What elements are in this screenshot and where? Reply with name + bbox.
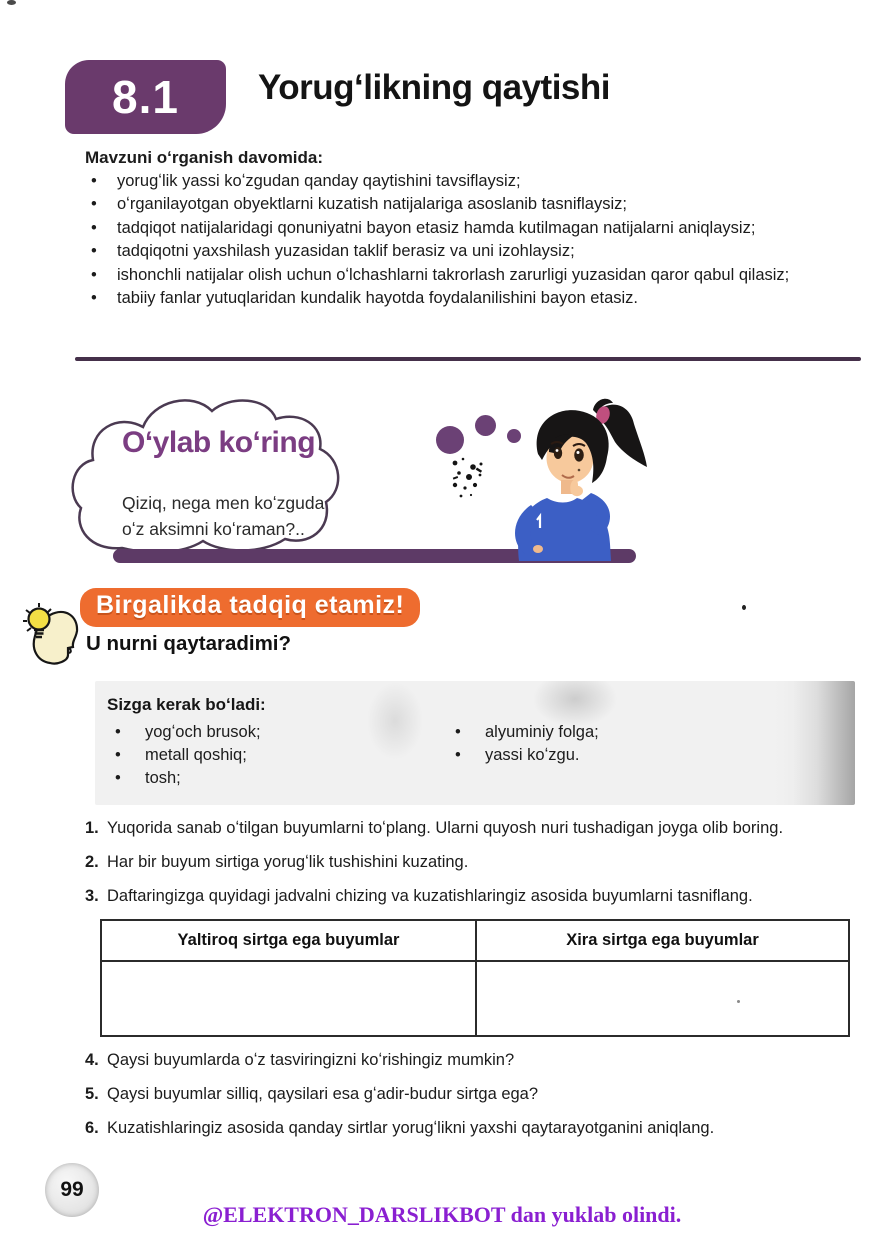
list-item: • yassi koʻzgu. [453,744,599,767]
bullet-icon: • [91,289,97,307]
list-item: • tosh; [113,767,261,790]
bullet-icon: • [91,218,97,237]
list-item: • tadqiqot natijalaridagi qonuniyatni bayon etasiz hamda kutilmagan natijalarni aniqlaysiz; [85,217,795,241]
bullet-icon: • [115,723,121,741]
materials-heading: Sizga kerak boʻladi: [107,695,266,714]
activity-heading: U nurni qaytaradimi? [86,632,292,655]
table-header-cell: Xira sirtga ega buyumlar [475,921,848,962]
lightbulb-head-icon [22,602,82,670]
bullet-icon: • [115,746,121,764]
list-item: • oʻrganilayotgan obyektlarni kuzatish natijalariga asoslanib tasniflaysiz; [85,193,795,217]
scan-speck [7,0,16,5]
think-question: Qiziq, nega men koʻzguda oʻz aksimni koʻraman?.. [122,493,325,539]
list-item: • alyuminiy folga; [453,721,599,744]
table-header-cell: Yaltiroq sirtga ega buyumlar [102,921,475,962]
lesson-number: 8.1 [112,71,179,123]
bullet-icon: • [91,195,97,213]
list-item: • yogʻoch brusok; [113,721,261,744]
bullet-icon: • [91,265,97,284]
step-item: 3. Daftaringizga quyidagi jadvalni chizing va kuzatishlaringiz asosida buyumlarni tasniflang. [85,887,753,905]
bullet-icon: • [455,723,461,741]
section-divider [75,357,861,361]
thought-dot-medium [475,415,496,436]
questions-list [85,1049,865,1151]
footer-watermark: @ELEKTRON_DARSLIKBOT dan yuklab olindi. [202,1202,682,1227]
question-item: 4. Qaysi buyumlarda oʻz tasviringizni koʻrishingiz mumkin? [85,1051,515,1069]
bullet-icon: • [455,746,461,764]
materials-list-left [113,721,261,790]
question-item: 5. Qaysi buyumlar silliq, qaysilari esa gʻadir-budur sirtga ega? [85,1085,539,1103]
objectives-section [85,146,795,311]
table-header-row [102,921,848,962]
table-cell-empty [475,962,848,1035]
think-bubble [70,390,415,563]
bullet-icon: • [91,171,97,190]
think-title: Oʻylab koʻring [122,426,316,459]
thinking-girl-illustration [513,394,648,564]
observation-table [100,919,850,1037]
list-item: • ishonchli natijalar olish uchun oʻlchashlarni takrorlash zarurligi yuzasidan qaror qabul qilasiz; [85,264,795,288]
ink-smudge [447,455,493,501]
question-item: 6. Kuzatishlaringiz asosida qanday sirtlar yorugʻlikni yaxshi qaytarayotganini aniqlang. [85,1119,715,1137]
step-item: 1. Yuqorida sanab oʻtilgan buyumlarni toʻplang. Ularni quyosh nuri tushadigan joyga olib boring. [85,819,784,837]
thought-dot-large [436,426,464,454]
objectives-heading: Mavzuni oʻrganish davomida: [85,148,324,167]
list-item: • tadqiqotni yaxshilash yuzasidan taklif berasiz va uni izohlaysiz; [85,240,795,264]
lesson-number-badge [65,60,226,134]
materials-list-right [453,721,599,767]
page-title: Yorugʻlikning qaytishi [258,68,610,107]
table-cell-empty [102,962,475,1035]
step-item: 2. Har bir buyum sirtiga yorugʻlik tushishini kuzating. [85,853,469,871]
activity-badge: Birgalikda tadqiq etamiz! [80,588,420,627]
bullet-icon: • [115,769,121,787]
steps-list [85,817,865,919]
materials-box [95,681,855,805]
scan-speck [742,605,746,610]
table-body-row [102,962,848,1035]
list-item: • metall qoshiq; [113,744,261,767]
bullet-icon: • [91,242,97,260]
page-number: 99 [60,1178,84,1201]
list-item: • tabiiy fanlar yutuqlaridan kundalik hayotda foydalanilishini bayon etasiz. [85,287,795,311]
scan-speck [737,1000,740,1003]
list-item: • yorugʻlik yassi koʻzgudan qanday qaytishini tavsiflaysiz; [85,170,795,194]
objectives-list [85,170,795,311]
